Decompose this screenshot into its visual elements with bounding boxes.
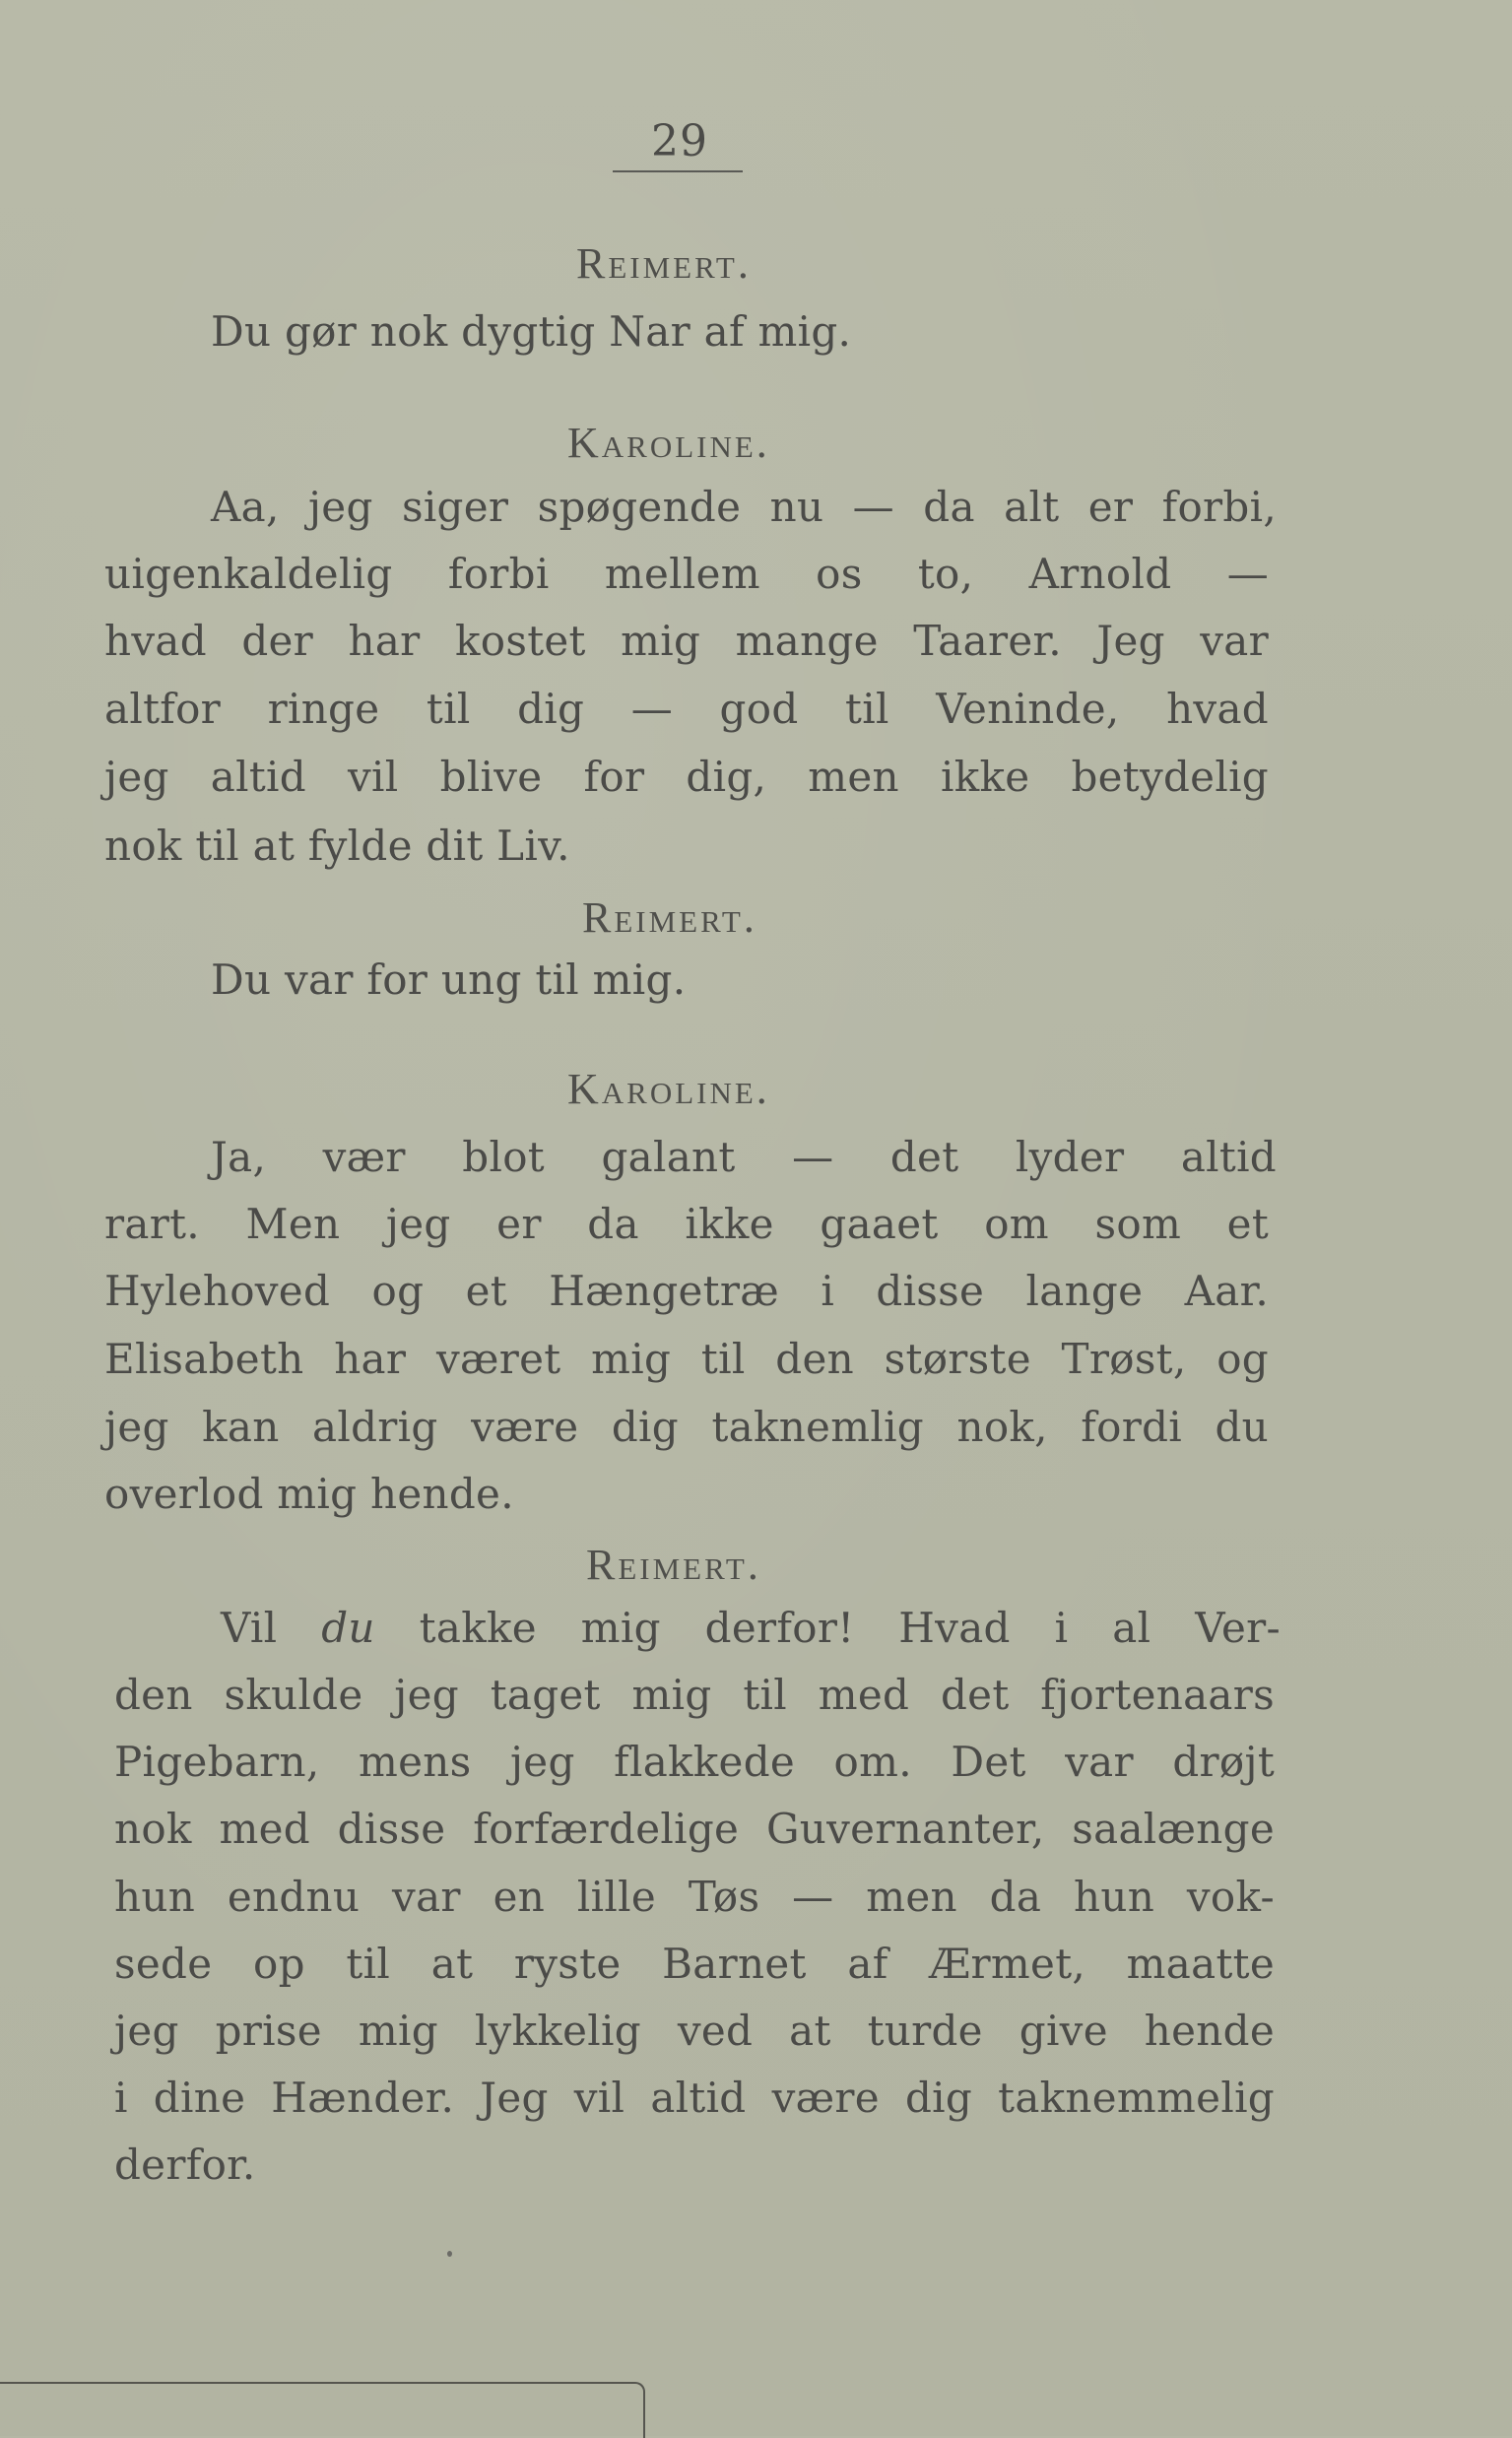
speaker-name: Reimert. (586, 1541, 761, 1589)
dialogue-line: hvad der har kostet mig mange Taarer. Jeg var (104, 617, 1269, 665)
speaker-name: Reimert. (582, 893, 757, 942)
speaker-name: Reimert. (576, 239, 752, 288)
dialogue-line: Du var for ung til mig. (211, 955, 687, 1004)
dialogue-line: jeg kan aldrig være dig taknemlig nok, fordi du (104, 1403, 1269, 1451)
dialogue-line: Du gør nok dygtig Nar af mig. (211, 307, 852, 356)
dialogue-line: overlod mig hende. (104, 1470, 514, 1518)
dialogue-line: den skulde jeg taget mig til med det fjortenaars (114, 1671, 1275, 1719)
dialogue-line (221, 1604, 1281, 1652)
dialogue-line: Elisabeth har været mig til den største Trøst, og (104, 1335, 1269, 1383)
dialogue-line: Aa, jeg siger spøgende nu — da alt er forbi, (211, 483, 1277, 531)
dialogue-line: Pigebarn, mens jeg flakkede om. Det var drøjt (114, 1738, 1275, 1786)
dialogue-line: jeg prise mig lykkelig ved at turde give hende (114, 2007, 1275, 2055)
dialogue-text: Vil (221, 1604, 322, 1652)
dialogue-text: takke mig derfor! Hvad i al Ver- (374, 1604, 1281, 1652)
dialogue-line: i dine Hænder. Jeg vil altid være dig taknemmelig (114, 2074, 1275, 2122)
page-number-rule (613, 170, 743, 172)
dialogue-line: Ja, vær blot galant — det lyder altid (211, 1133, 1277, 1181)
speaker-name: Karoline. (567, 419, 770, 467)
dialogue-line: hun endnu var en lille Tøs — men da hun vok- (114, 1873, 1275, 1921)
dialogue-line: nok til at fylde dit Liv. (104, 822, 570, 870)
dialogue-line: rart. Men jeg er da ikke gaaet om som et (104, 1200, 1269, 1248)
dialogue-line: uigenkaldelig forbi mellem os to, Arnold — (104, 550, 1269, 598)
page-number: 29 (651, 116, 708, 166)
dialogue-line: derfor. (114, 2141, 256, 2189)
dialogue-line: jeg altid vil blive for dig, men ikke betydelig (104, 753, 1269, 801)
bottom-edge-hook (635, 2382, 645, 2438)
bottom-edge-rule (0, 2382, 635, 2384)
dialogue-line: nok med disse forfærdelige Guvernanter, saalænge (114, 1805, 1275, 1853)
speaker-name: Karoline. (567, 1065, 770, 1113)
dialogue-line: Hylehoved og et Hængetræ i disse lange Aar. (104, 1267, 1269, 1315)
emphasized-word: du (321, 1604, 375, 1652)
ink-speck (447, 2251, 452, 2257)
dialogue-line: altfor ringe til dig — god til Veninde, hvad (104, 685, 1269, 733)
dialogue-line: sede op til at ryste Barnet af Ærmet, maatte (114, 1940, 1275, 1988)
